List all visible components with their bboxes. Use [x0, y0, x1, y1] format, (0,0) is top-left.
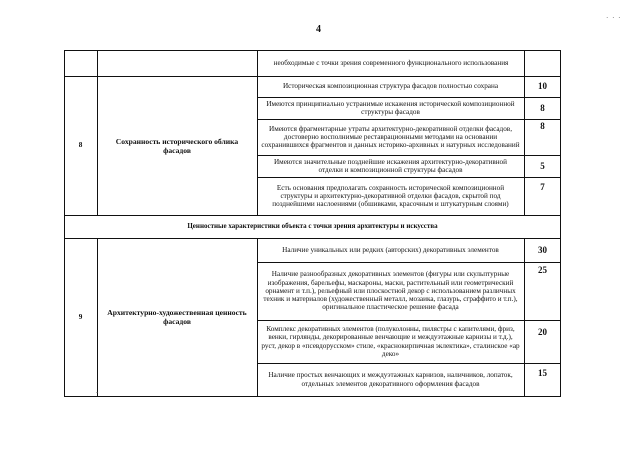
group-9-number: 9 — [78, 312, 83, 321]
criterion-text: Наличие простых венчающих и междуэтажных карнизов, наличников, лопаток, отдельных элементов декоративного оформления фасадов — [268, 371, 513, 388]
group-8-number: 8 — [78, 141, 83, 150]
scan-mark: - — [96, 388, 99, 396]
criterion-text: Есть основания предполагать сохранность исторической композиционной структуры и архитектурно-декоративной отделки фасадов, скрытой под позднейшими наслоениями (обшивками, красочным и штукатурным слоями) — [272, 183, 509, 209]
criterion-score: 10 — [538, 81, 547, 92]
page-number: 4 — [316, 24, 321, 35]
criterion-score: 8 — [540, 102, 545, 113]
group-9-title: Архитектурно-художественная ценность фасадов — [107, 308, 247, 326]
criterion-score: 20 — [538, 326, 547, 337]
corner-scan-mark: · · · — [606, 14, 622, 22]
table-border-bottom — [64, 396, 561, 397]
criterion-text: Имеются значительные позднейшие искажения архитектурно-декоративной отделки и композиционной структуры фасадов — [273, 157, 507, 174]
criterion-text: Комплекс декоративных элементов (полуколонны, пилястры с капителями, фриз, венки, гирлянды, декорированные венчающие и междуэтажные карнизы и т.д.), руст, декор в «псевдорусском» стиле, «краснокирпичная эклектика», сталинское «ар деко» — [261, 325, 520, 358]
criterion-text: Наличие уникальных или редких (авторских) декоративных элементов — [282, 245, 499, 254]
criterion-text: Наличие разнообразных декоративных элементов (фигуры или скульптурные изображения, барельефы, маскароны, маски, растительный или геометрический орнамент и т.п.), рельефный или плоскостной декор с использованием различных техник и материалов (художественный металл, мозаика, глазурь, сграффито и т.п.), оригинальное пластическое решение фасада — [263, 270, 518, 312]
criterion-text: Историческая композиционная структура фасадов полностью сохрана — [282, 82, 499, 91]
section-header: Ценностные характеристики объекта с точки зрения архитектуры и искусства — [187, 222, 438, 231]
continuation-text: необходимые с точки зрения современного функционального использования — [273, 58, 509, 67]
group-8-title: Сохранность исторического облика фасадов — [115, 136, 239, 155]
criterion-score: 5 — [540, 160, 545, 171]
criterion-score: 7 — [540, 181, 545, 192]
criterion-score: 30 — [538, 244, 547, 255]
criterion-score: 15 — [538, 367, 547, 378]
criterion-text: Имеются принципиально устранимые искажения исторической композиционной структуры фасадов — [266, 99, 515, 116]
criterion-score: 25 — [538, 264, 547, 275]
criterion-text: Имеются фрагментарные утраты архитектурно-декоративной отделки фасадов, достоверно восполнимые реставрационными методами на основании сохранившихся фрагментов и данных историко-архивных и натурных исследований — [261, 124, 520, 150]
criterion-score: 8 — [540, 120, 545, 131]
